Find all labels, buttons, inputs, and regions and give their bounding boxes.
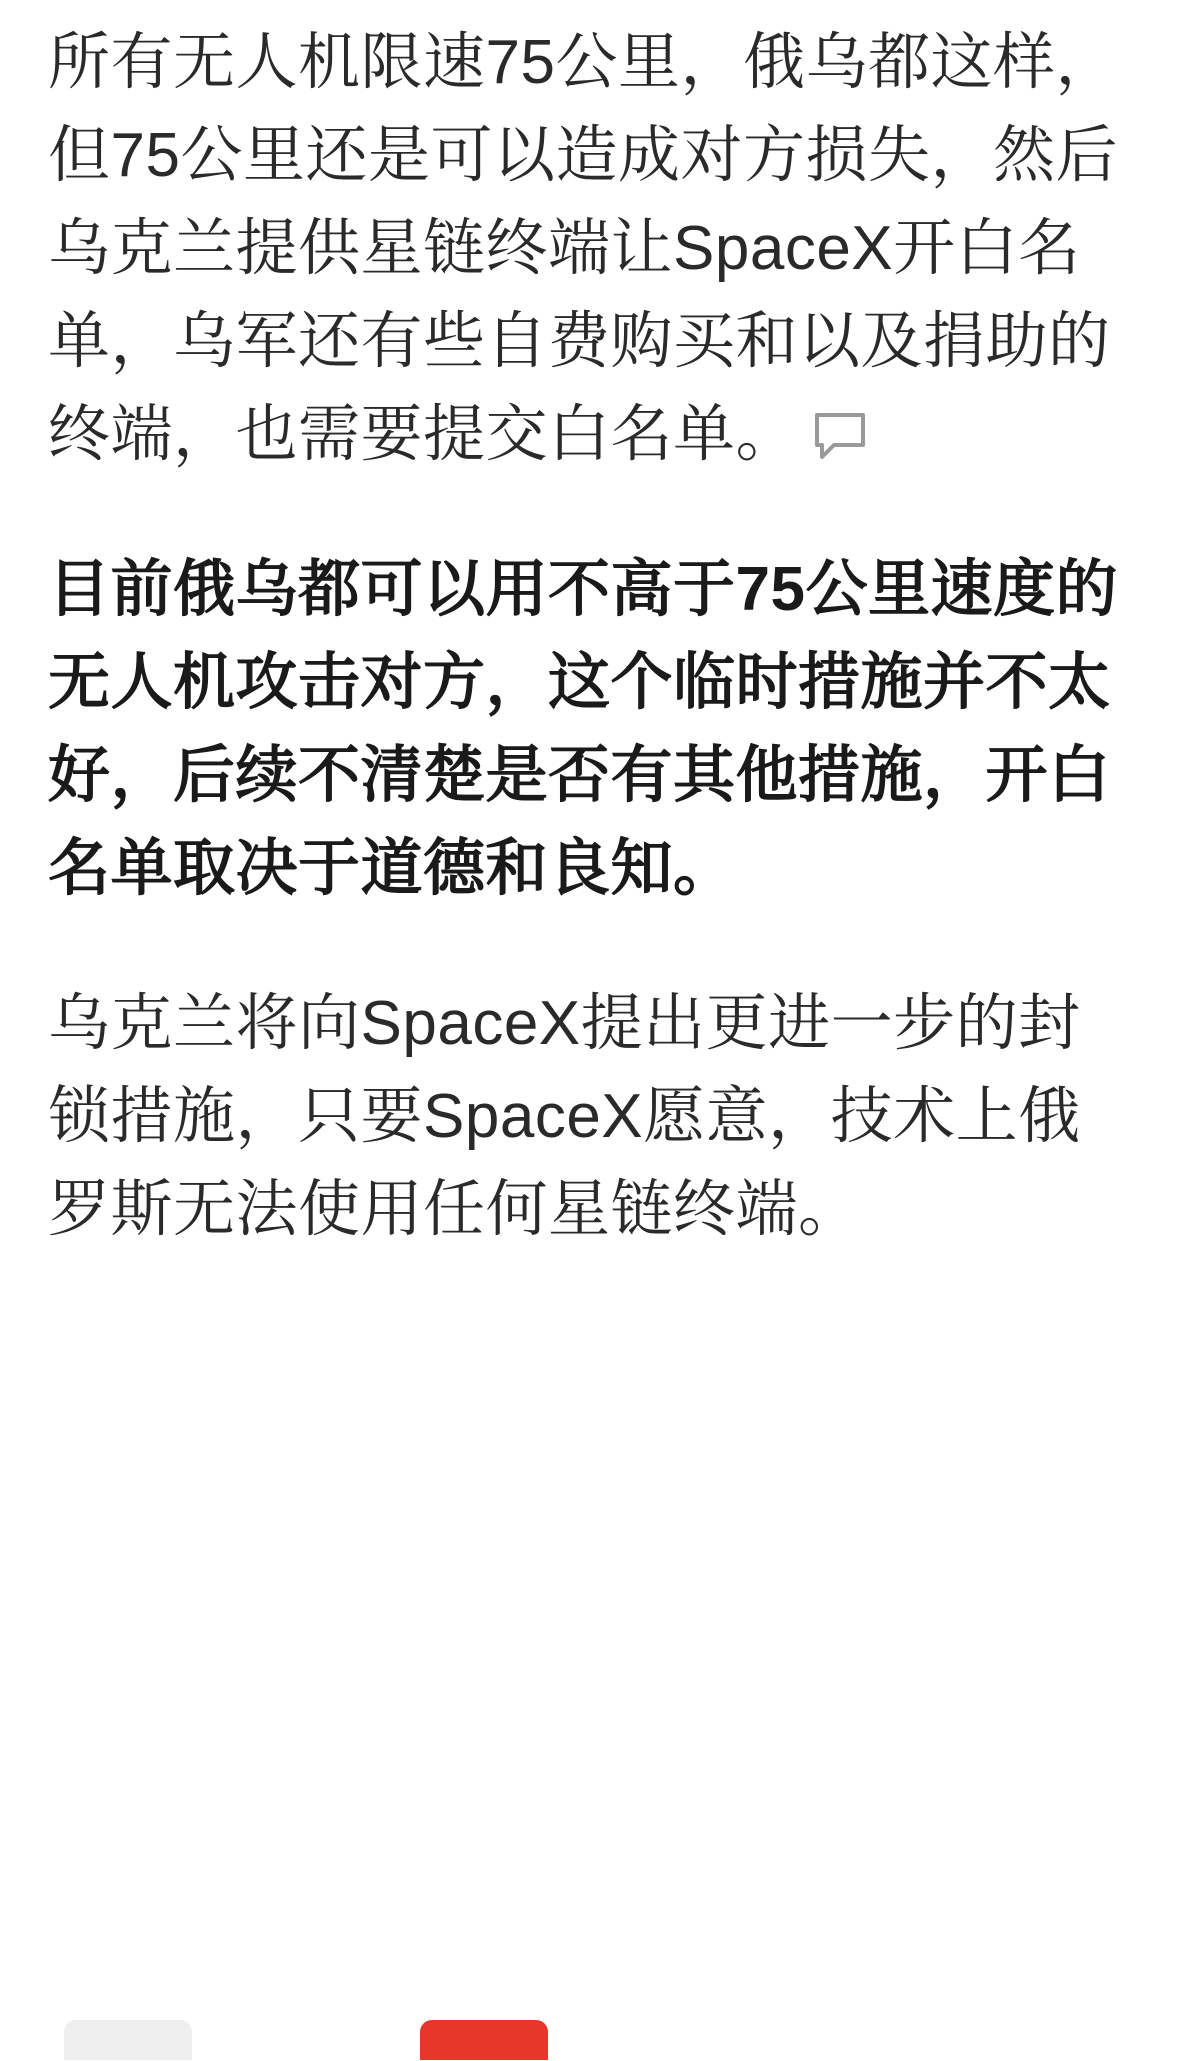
paragraph-1-text: 所有无人机限速75公里，俄乌都这样，但75公里还是可以造成对方损失，然后乌克兰提供星链终端让SpaceX开白名单，乌军还有些自费购买和以及捐助的终端，也需要提交白名单。 xyxy=(48,28,1118,469)
comment-icon[interactable] xyxy=(812,411,868,461)
footer-chip-1[interactable] xyxy=(64,2020,192,2060)
paragraph-1 xyxy=(48,16,1131,481)
footer-chip-2[interactable] xyxy=(420,2020,548,2060)
footer-chip-bar xyxy=(0,2020,1179,2061)
paragraph-3 xyxy=(48,977,1131,1256)
paragraph-3-text: 乌克兰将向SpaceX提出更进一步的封锁措施，只要SpaceX愿意，技术上俄罗斯无法使用任何星链终端。 xyxy=(48,989,1081,1244)
paragraph-2-text: 目前俄乌都可以用不高于75公里速度的无人机攻击对方，这个临时措施并不太好，后续不清楚是否有其他措施，开白名单取决于道德和良知。 xyxy=(48,555,1118,903)
paragraph-2 xyxy=(48,543,1131,915)
